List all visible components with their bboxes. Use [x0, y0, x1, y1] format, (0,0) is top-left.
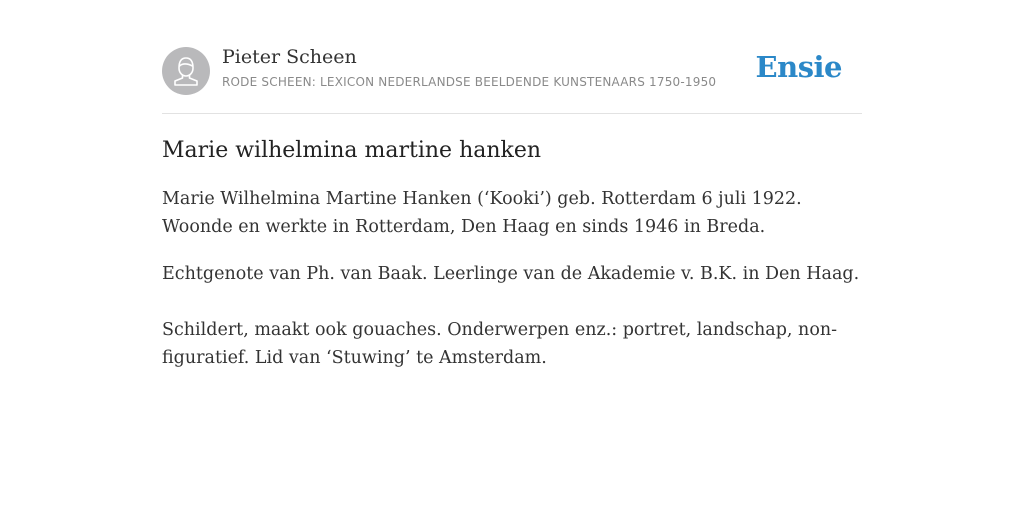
author-name[interactable]: Pieter Scheen [222, 46, 357, 68]
user-silhouette-icon [162, 47, 210, 95]
article-header [162, 44, 862, 114]
article-paragraph: Echtgenote van Ph. van Baak. Leerlinge van de Akademie v. B.K. in Den Haag. [162, 264, 860, 284]
author-avatar[interactable] [162, 47, 210, 95]
article-title: Marie wilhelmina martine hanken [162, 138, 542, 163]
article-card [162, 44, 862, 372]
article-paragraph: Schildert, maakt ook gouaches. Onderwerpen enz.: portret, landschap, non-figuratief. Lid van ‘Stuwing’ te Amsterdam. [162, 320, 838, 368]
ensie-logo[interactable]: Ensie [755, 50, 842, 84]
article-paragraph: Marie Wilhelmina Martine Hanken (‘Kooki’) geb. Rotterdam 6 juli 1922. Woonde en werkte in Rotterdam, Den Haag en sinds 1946 in Breda. [162, 189, 802, 237]
source-title[interactable]: RODE SCHEEN: LEXICON NEDERLANDSE BEELDENDE KUNSTENAARS 1750-1950 [222, 75, 717, 89]
